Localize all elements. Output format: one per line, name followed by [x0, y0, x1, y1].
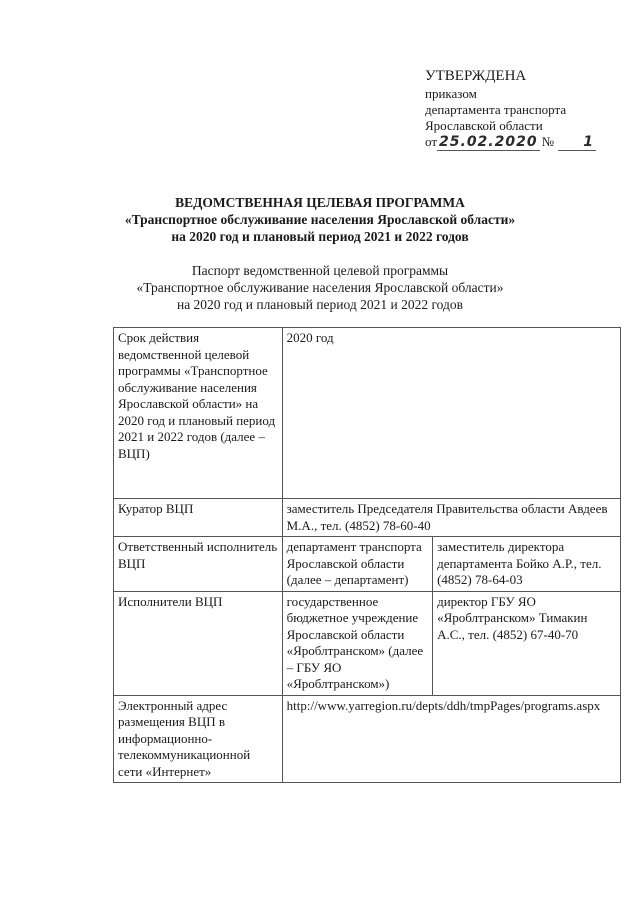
subheading-line-2: «Транспортное обслуживание населения Ярославской области» — [136, 280, 504, 295]
approval-block — [425, 68, 625, 151]
number-sign: № — [541, 134, 554, 149]
table-row-term — [114, 328, 621, 499]
table-row-responsible — [114, 537, 621, 592]
approval-date-line — [425, 134, 625, 151]
date-prefix: от — [425, 134, 438, 149]
term-value: 2020 год — [282, 328, 620, 499]
curator-label: Куратор ВЦП — [114, 499, 283, 537]
heading-line-3: на 2020 год и плановый период 2021 и 2022 годов — [171, 229, 469, 244]
approval-line-region: Ярославской области — [425, 118, 543, 133]
approval-line-order: приказом — [425, 86, 477, 101]
subheading-line-3: на 2020 год и плановый период 2021 и 2022 годов — [176, 297, 464, 312]
term-label: Срок действия ведомственной целевой программы «Транспортное обслуживание населения Ярославской области» на 2020 год и плановый период 2021 и 2022 годов (далее – ВЦП) — [114, 328, 283, 499]
table-row-executors — [114, 591, 621, 695]
passport-table — [113, 327, 621, 783]
table-row-curator — [114, 499, 621, 537]
passport-heading — [0, 262, 640, 313]
responsible-department: департамент транспорта Ярославской области (далее – департамент) — [282, 537, 432, 592]
executors-label: Исполнители ВЦП — [114, 591, 283, 695]
table-row-url — [114, 695, 621, 783]
responsible-contact: заместитель директора департамента Бойко А.Р., тел. (4852) 78-64-03 — [433, 537, 621, 592]
approval-title: УТВЕРЖДЕНА — [425, 68, 527, 84]
approval-line-department: департамента транспорта — [425, 102, 567, 117]
handwritten-date: 25.02.2020 — [439, 134, 538, 150]
heading-line-1: ВЕДОМСТВЕННАЯ ЦЕЛЕВАЯ ПРОГРАММА — [175, 195, 465, 210]
responsible-label: Ответственный исполнитель ВЦП — [114, 537, 283, 592]
url-label: Электронный адрес размещения ВЦП в информационно-телекоммуникационной сети «Интернет» — [114, 695, 283, 783]
heading-line-2: «Транспортное обслуживание населения Ярославской области» — [124, 212, 516, 227]
executors-contact: директор ГБУ ЯО «Яроблтранском» Тимакин А.С., тел. (4852) 67-40-70 — [433, 591, 621, 695]
subheading-line-1: Паспорт ведомственной целевой программы — [191, 263, 449, 278]
program-heading — [0, 194, 640, 245]
executors-institution: государственное бюджетное учреждение Ярославской области «Яроблтранском» (далее – ГБУ ЯО «Яроблтранском») — [282, 591, 432, 695]
curator-value: заместитель Председателя Правительства области Авдеев М.А., тел. (4852) 78-60-40 — [282, 499, 620, 537]
program-url[interactable]: http://www.yarregion.ru/depts/ddh/tmpPages/programs.aspx — [282, 695, 620, 783]
handwritten-number: 1 — [558, 134, 596, 151]
